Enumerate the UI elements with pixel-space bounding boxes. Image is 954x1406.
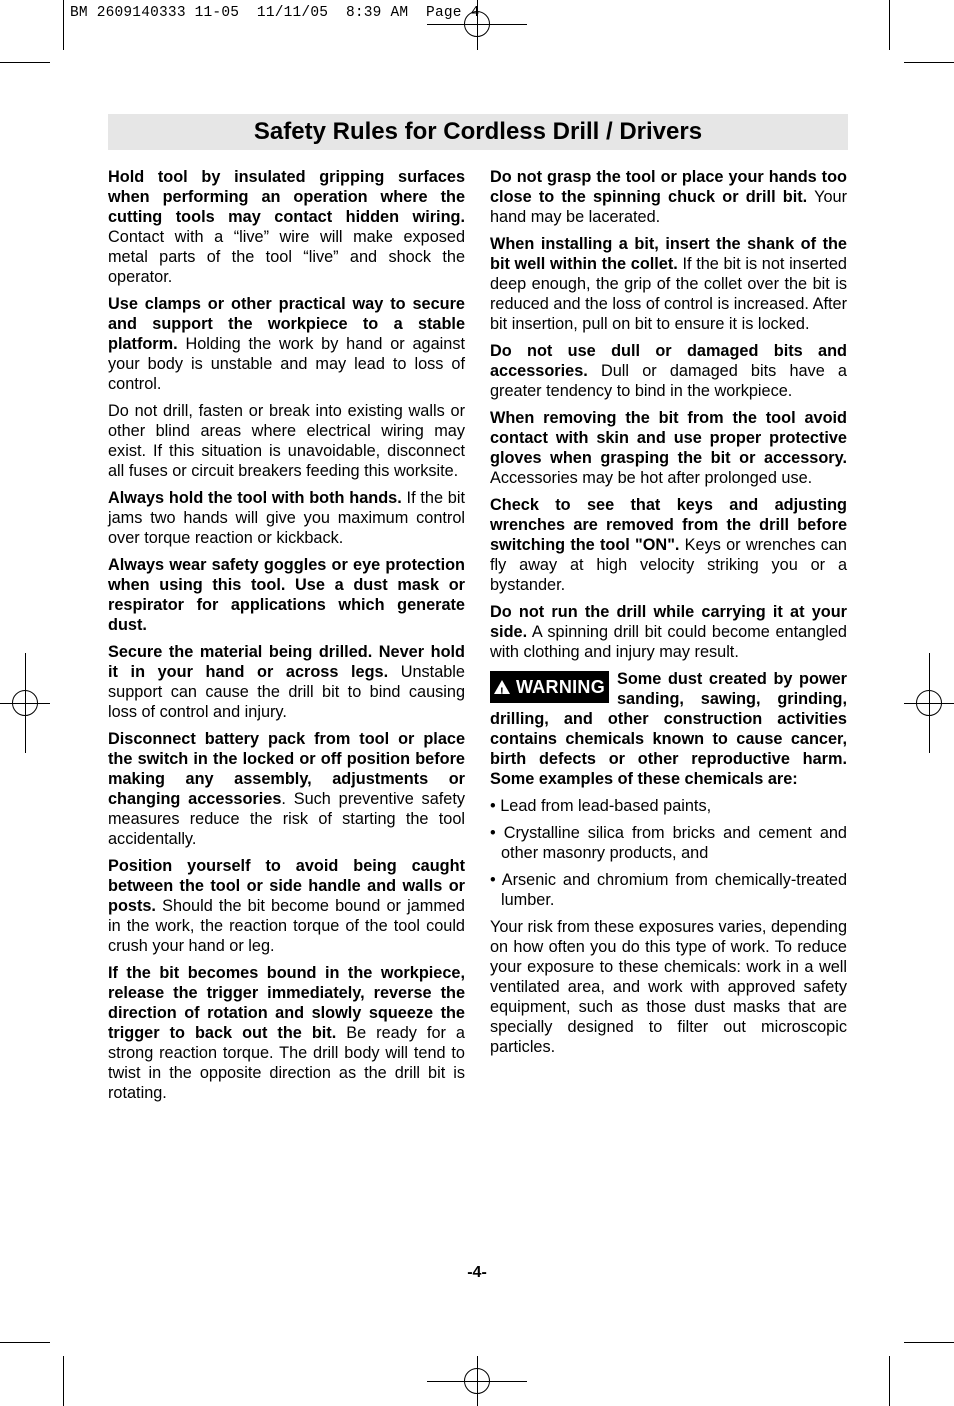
crop-mark	[63, 1356, 64, 1406]
crop-mark	[889, 1356, 890, 1406]
crop-mark	[63, 0, 64, 50]
rule-paragraph: Do not run the drill while carrying it at your side. A spinning drill bit could become entangled with clothing and injury may result.	[490, 603, 847, 661]
closing-paragraph: Your risk from these exposures varies, depending on how often you do this type of work. To reduce your exposure to these chemicals: work in a well ventilated area, and work with approved safety equipment, such as those dust masks that are specially designed to filter out microscopic particles.	[490, 918, 847, 1056]
warning-label: WARNING	[515, 677, 606, 697]
right-column	[490, 167, 847, 1064]
warning-badge	[490, 671, 609, 703]
print-slug: BM 2609140333 11-05 11/11/05 8:39 AM Page 4	[70, 5, 480, 21]
rule-paragraph: Hold tool by insulated gripping surfaces when performing an operation where the cutting tools may contact hidden wiring. Contact with a “live” wire will make exposed metal parts of the tool “live” and shock the operator.	[108, 168, 465, 286]
page-title: Safety Rules for Cordless Drill / Drivers	[253, 118, 703, 145]
rule-paragraph: If the bit becomes bound in the workpiece, release the trigger immediately, reverse the direction of rotation and slowly squeeze the trigger to back out the bit. Be ready for a strong reaction torque. The drill body will tend to twist in the opposite direction as the drill bit is rotating.	[108, 964, 465, 1102]
crop-mark	[0, 62, 50, 63]
rule-paragraph: Always wear safety goggles or eye protection when using this tool. Use a dust mask or respirator for applications which generate dust.	[108, 556, 465, 634]
crop-mark	[904, 1342, 954, 1343]
crop-mark	[0, 1342, 50, 1343]
page-number: -4-	[467, 1264, 487, 1281]
warning-triangle-icon: !	[494, 680, 510, 694]
list-item: • Lead from lead-based paints,	[490, 797, 712, 815]
title-bar	[108, 114, 848, 150]
rule-paragraph: Position yourself to avoid being caught between the tool or side handle and walls or posts. Should the bit become bound or jammed in the work, the reaction torque of the tool could crush your hand or leg.	[108, 857, 465, 955]
rule-paragraph: Do not use dull or damaged bits and accessories. Dull or damaged bits have a greater tendency to bind in the workpiece.	[490, 342, 847, 400]
rule-paragraph: Always hold the tool with both hands. If the bit jams two hands will give you maximum control over torque reaction or kickback.	[108, 489, 465, 547]
warning-text: Some dust created by power sanding, sawing, grinding, drilling, and other construction activities contains chemicals known to cause cancer, birth defects or other reproductive harm. Some examples of these chemicals are:	[490, 670, 847, 788]
warning-paragraph	[490, 669, 847, 789]
rule-paragraph: Do not drill, fasten or break into existing walls or other blind areas where electrical wiring may exist. If this situation is unavoidable, disconnect all fuses or circuit breakers feeding this worksite.	[108, 402, 465, 480]
left-column	[108, 167, 465, 1110]
list-item: • Crystalline silica from bricks and cement and other masonry products, and	[490, 824, 847, 862]
crop-mark	[889, 0, 890, 50]
rule-paragraph: Do not grasp the tool or place your hands too close to the spinning chuck or drill bit. Your hand may be lacerated.	[490, 168, 847, 226]
rule-paragraph: Use clamps or other practical way to secure and support the workpiece to a stable platform. Holding the work by hand or against your body is unstable and may lead to loss of control.	[108, 295, 465, 393]
rule-paragraph: When installing a bit, insert the shank of the bit well within the collet. If the bit is not inserted deep enough, the grip of the collet over the bit is reduced and the loss of control is increased. After bit insertion, pull on bit to ensure it is locked.	[490, 235, 847, 333]
rule-paragraph: Secure the material being drilled. Never hold it in your hand or across legs. Unstable support can cause the drill bit to bind causing loss of control and injury.	[108, 643, 465, 721]
rule-paragraph: Disconnect battery pack from tool or place the switch in the locked or off position before making any assembly, adjustments or changing accessories. Such preventive safety measures reduce the risk of starting the tool accidentally.	[108, 730, 465, 848]
list-item: • Arsenic and chromium from chemically-treated lumber.	[490, 871, 847, 909]
rule-paragraph: When removing the bit from the tool avoid contact with skin and use proper protective gloves when grasping the bit or accessory. Accessories may be hot after prolonged use.	[490, 409, 847, 487]
crop-mark	[904, 62, 954, 63]
rule-paragraph: Check to see that keys and adjusting wrenches are removed from the drill before switching the tool "ON". Keys or wrenches can fly away at high velocity striking you or a bystander.	[490, 496, 847, 594]
